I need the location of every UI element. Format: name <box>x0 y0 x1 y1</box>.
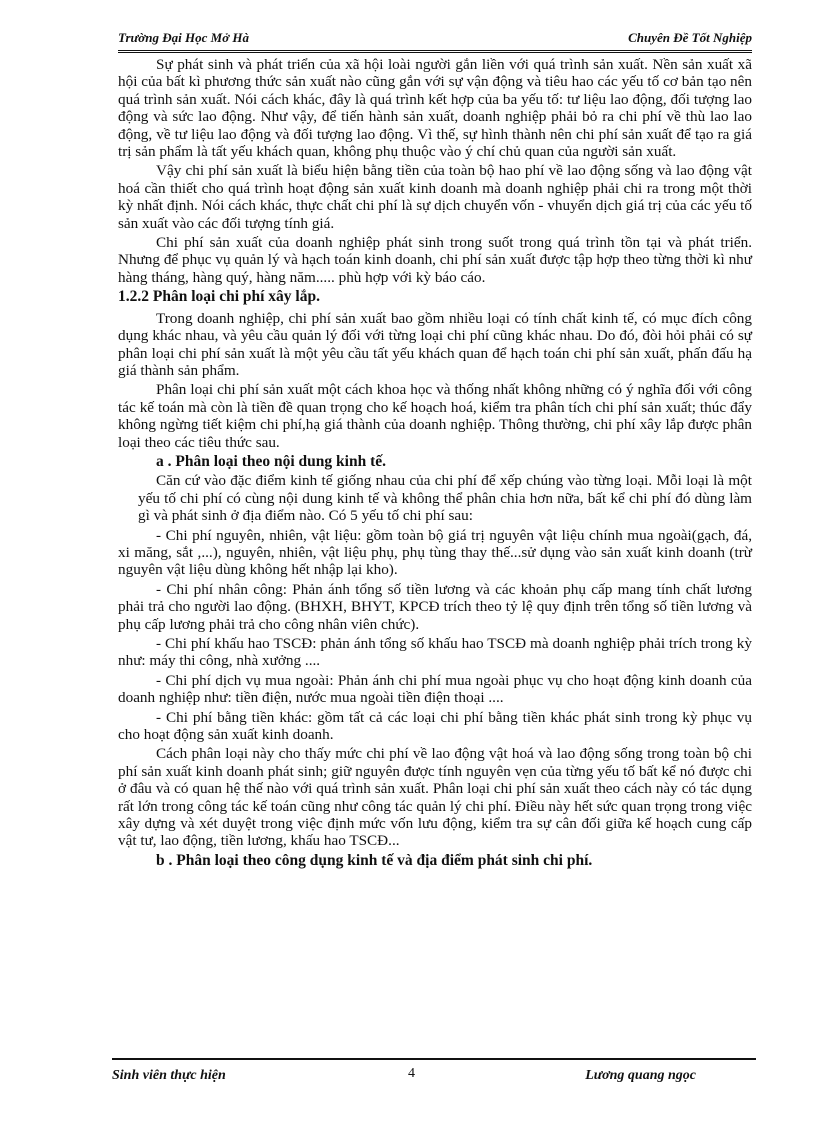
list-item-depreciation: - Chi phí khấu hao TSCĐ: phản ánh tổng số khấu hao TSCĐ mà doanh nghiệp phải trích trong kỳ như: máy thi công, nhà xưởng .... <box>118 635 752 670</box>
paragraph-classification-need: Trong doanh nghiệp, chi phí sản xuất bao gồm nhiều loại có tính chất kinh tế, có mục đích công dụng khác nhau, và yêu cầu quản lý đối với từng loại chi phí cũng khác nhau. Do đó, đòi hỏi phải có sự phân loại chi phí sản xuất là một yêu cầu tất yếu khách quan để hạch toán chi phí sản xuất, phấn đấu hạ giá thành sản phẩm. <box>118 309 752 379</box>
list-item-other-cash: - Chi phí bằng tiền khác: gồm tất cả các loại chi phí bằng tiền khác phát sinh trong kỳ phục vụ cho hoạt động sản xuất kinh doanh. <box>118 708 752 744</box>
page-footer <box>112 1058 756 1090</box>
paragraph-intro: Sự phát sinh và phát triển của xã hội loài người gắn liền với quá trình sản xuất. Nền sản xuất xã hội của bất kì phương thức sản xuất nào cũng gắn với sự vận động và tiêu hao các yếu tố cơ bản tạo nên quá trình sản xuất. Nói cách khác, đây là quá trình kết hợp của ba yếu tố: tư liệu lao động, đối tượng lao động và sức lao động. Như vậy, để tiến hành sản xuất, doanh nghiệp phải bỏ ra chi phí về thù lao lao động, về tư liệu lao động và đối tượng lao động. Vì thế, sự hình thành nên chi phí sản xuất để tạo ra giá trị sản phẩm là tất yếu khách quan, không phụ thuộc vào ý chí chủ quan của người sản xuất. <box>118 56 752 161</box>
list-item-labor: - Chi phí nhân công: Phản ánh tổng số tiền lương và các khoản phụ cấp mang tính chất lương phải trả cho người lao động. (BHXH, BHYT, KPCĐ trích theo tỷ lệ quy định trên tổng số tiền lương và phụ cấp lương phải trả cho công nhân viên chức). <box>118 580 752 633</box>
page-body <box>118 56 752 869</box>
page-number: 4 <box>408 1066 415 1081</box>
footer-author-name: Lương quang ngọc <box>585 1068 696 1083</box>
paragraph-period: Chi phí sản xuất của doanh nghiệp phát sinh trong suốt trong quá trình tồn tại và phát triển. Nhưng để phục vụ quản lý và hạch toán kinh doanh, chi phí sản xuất được tập hợp theo từng thời kì như hàng tháng, hàng quý, hàng năm..... phù hợp với kỳ báo cáo. <box>118 234 752 286</box>
header-school-name: Trường Đại Học Mở Hà <box>118 30 250 45</box>
paragraph-economic-content: Căn cứ vào đặc điểm kinh tế giống nhau của chi phí để xếp chúng vào từng loại. Mỗi loại là một yếu tố chi phí có cùng nội dung kinh tế và không thể phân chia hơn nữa, bất kể chi phí đó dùng làm gì và phát sinh ở địa điểm nào. Có 5 yếu tố chi phí sau: <box>138 472 752 525</box>
page-header <box>118 28 752 53</box>
list-item-materials: - Chi phí nguyên, nhiên, vật liệu: gồm toàn bộ giá trị nguyên vật liệu chính mua ngoài(gạch, đá, xi măng, sắt ,...), nguyên, nhiên, vật liệu phụ, phụ tùng thay thế...sử dụng vào sản xuất kinh doanh (trừ nguyên vật liệu dùng không hết nhập lại kho). <box>118 526 752 579</box>
subheading-b: b . Phân loại theo công dụng kinh tế và địa điểm phát sinh chi phí. <box>156 851 593 869</box>
section-heading-1-2-2: 1.2.2 Phân loại chi phí xây lắp. <box>118 288 320 306</box>
list-item-outsourced-services: - Chi phí dịch vụ mua ngoài: Phản ánh chi phí mua ngoài phục vụ cho hoạt động kinh doanh của doanh nghiệp như: tiền điện, nước mua ngoài tiền điện thoại .... <box>118 671 752 707</box>
footer-student-label: Sinh viên thực hiện <box>112 1068 226 1083</box>
paragraph-classification-meaning: Phân loại chi phí sản xuất một cách khoa học và thống nhất không những có ý nghĩa đối với công tác kế toán mà còn là tiền đề quan trọng cho kế hoạch hoá, kiểm tra phân tích chi phí sản xuất; thúc đẩy không ngừng tiết kiệm chi phí,hạ giá thành của doanh nghiệp. Thông thường, chi phí xây lắp được phân loại theo các tiêu thức sau. <box>118 381 752 451</box>
paragraph-classification-effect: Cách phân loại này cho thấy mức chi phí về lao động vật hoá và lao động sống trong toàn bộ chi phí sản xuất kinh doanh phát sinh; giữ nguyên được tính nguyên vẹn của từng yếu tố bất kể nó được chi ở đâu và có quan hệ thế nào với quá trình sản xuất. Phân loại chi phí sản xuất theo cách này có tác dụng rất lớn trong công tác kế toán cũng như công tác quản lý chi phí. Điều này hết sức quan trọng trong việc xây dựng và xét duyệt trong việc định mức vốn lưu động, kiểm tra sự cân đối giữa kế hoạch cung cấp vật tư, lao động, tiền lương, khấu hao TSCĐ... <box>118 745 752 850</box>
header-document-type: Chuyên Đề Tốt Nghiệp <box>628 30 752 45</box>
subheading-a: a . Phân loại theo nội dung kinh tế. <box>156 452 386 470</box>
paragraph-definition: Vậy chi phí sản xuất là biểu hiện bằng tiền của toàn bộ hao phí về lao động sống và lao động vật hoá cần thiết cho quá trình hoạt động sản xuất kinh doanh mà doanh nghiệp phải chi ra trong một thời kỳ nhất định. Nói cách khác, thực chất chi phí là sự dịch chuyển vốn - vhuyển dịch giá trị của các yếu tố sản xuất vào các đối tượng tính giá. <box>118 162 752 232</box>
